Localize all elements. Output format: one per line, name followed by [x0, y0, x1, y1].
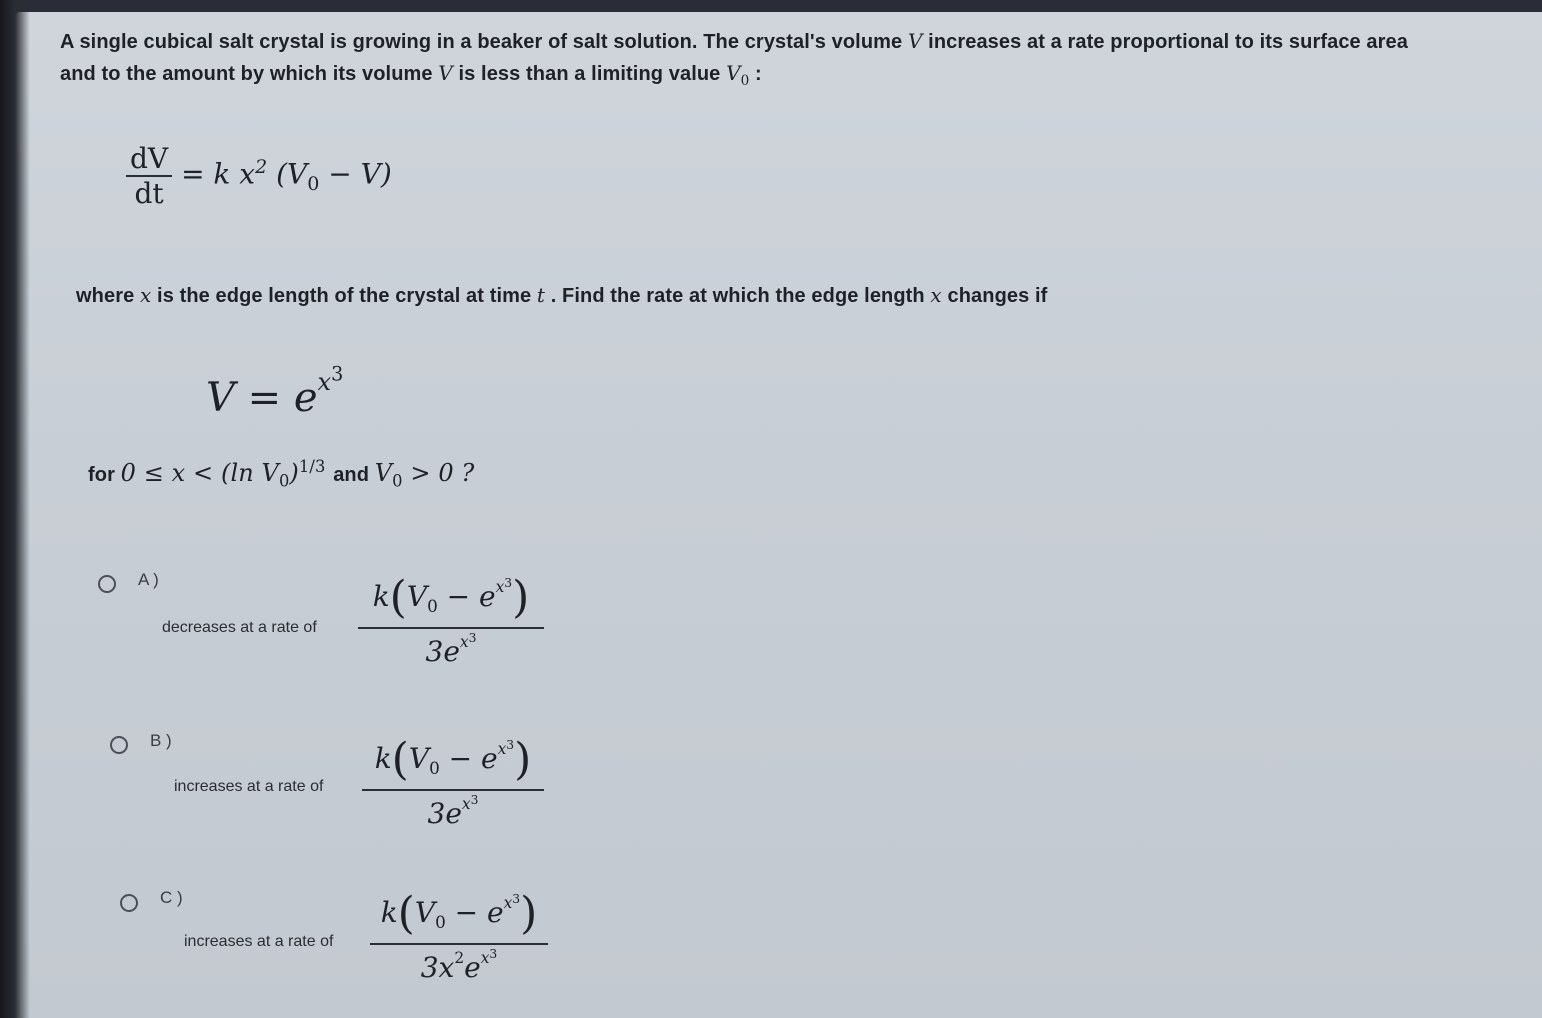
dv-dt-fraction: $\frac{dV}{dt}$: [126, 142, 172, 210]
option-b-radio[interactable]: [110, 736, 128, 754]
option-b-letter: B ): [150, 731, 172, 750]
question-panel: [14, 12, 1542, 1018]
v0-symbol: $V_0$: [726, 61, 750, 89]
option-b-description: increases at a rate of: [174, 778, 324, 795]
option-b-expression: $\frac{k(V_0 - e^{x^3})}{3e^{x^3}}$: [362, 734, 544, 830]
differential-equation: $\frac{dV}{dt}$ = k $x^2$ $(V_0 - V)$: [126, 142, 392, 210]
option-c-radio[interactable]: [120, 894, 138, 912]
option-a-radio[interactable]: [98, 575, 116, 593]
question-intro-line-2: and to the amount by which its volume V is less than a limiting value $V_0$ :: [60, 61, 762, 89]
monitor-bezel-edge: [0, 0, 30, 1018]
question-where-line: where x is the edge length of the crystal at time t . Find the rate at which the edge length x changes if: [76, 283, 1048, 307]
question-intro-line-1: A single cubical salt crystal is growing in a beaker of salt solution. The crystal's volume V increases at a rate proportional to its surface area: [60, 29, 1408, 53]
option-a-expression: $\frac{k(V_0 - e^{x^3})}{3e^{x^3}}$: [358, 572, 544, 668]
option-c-letter: C ): [160, 888, 183, 907]
option-a-letter: A ): [138, 570, 159, 589]
question-condition-line: for 0 ≤ x < (ln $V_0)^{1/3}$ and $V_0 > 0$ ?: [88, 457, 475, 491]
option-a-description: decreases at a rate of: [162, 619, 317, 636]
option-c-expression: $\frac{k(V_0 - e^{x^3})}{3x^2e^{x^3}}$: [370, 888, 548, 984]
volume-equation: $V = e^{x^3}$: [206, 362, 344, 422]
option-c-description: increases at a rate of: [184, 933, 334, 950]
